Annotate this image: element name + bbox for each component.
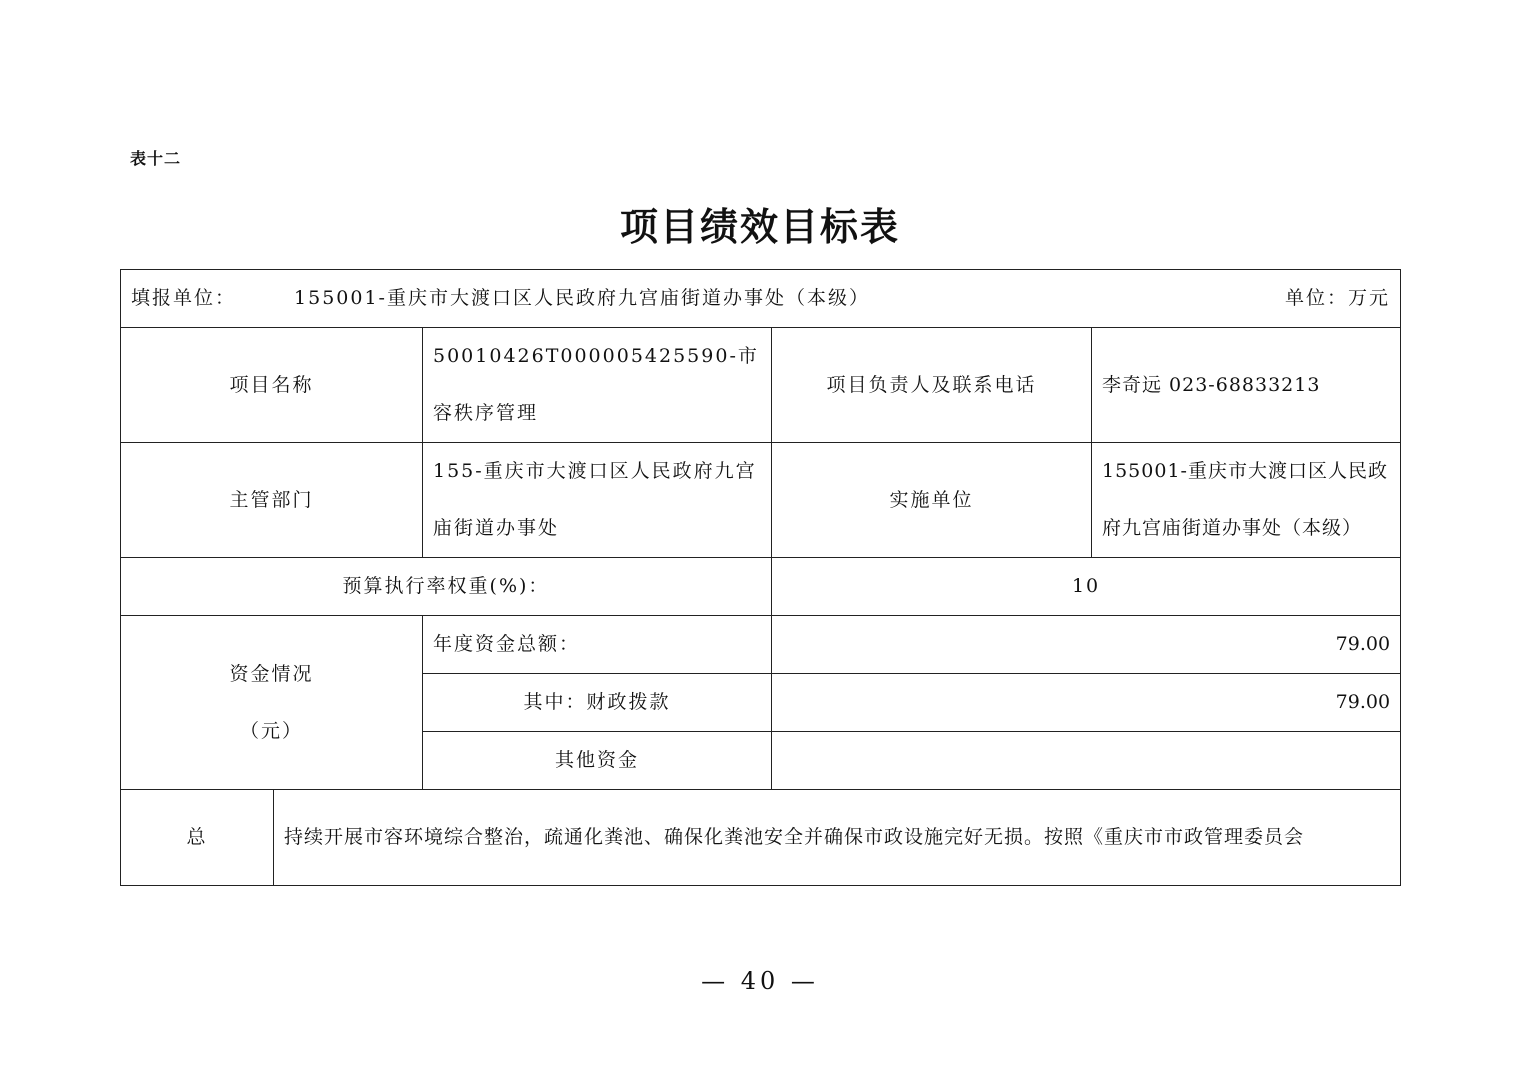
summary-text: 持续开展市容环境综合整治，疏通化粪池、确保化粪池安全并确保市政设施完好无损。按照《重庆市市政管理委员会	[274, 790, 1401, 886]
implementing-unit-value: 155001-重庆市大渡口区人民政府九宫庙街道办事处（本级）	[1092, 443, 1401, 558]
other-funds-value	[772, 732, 1401, 790]
department-value: 155-重庆市大渡口区人民政府九宫庙街道办事处	[423, 443, 772, 558]
funds-label-cell	[121, 616, 423, 790]
annual-total-value: 79.00	[772, 616, 1401, 674]
annual-total-label: 年度资金总额：	[423, 616, 772, 674]
reporting-unit-row	[121, 270, 1401, 328]
department-label: 主管部门	[121, 443, 423, 558]
summary-label: 总	[121, 790, 274, 886]
implementing-unit-label: 实施单位	[772, 443, 1092, 558]
other-funds-label: 其他资金	[423, 732, 772, 790]
budget-rate-value: 10	[772, 558, 1401, 616]
fiscal-allocation-label: 其中：财政拨款	[423, 674, 772, 732]
funds-unit: （元）	[239, 719, 303, 742]
contact-value: 李奇远 023-68833213	[1092, 328, 1401, 443]
reporting-unit-value: 155001-重庆市大渡口区人民政府九宫庙街道办事处（本级）	[294, 287, 870, 309]
contact-label: 项目负责人及联系电话	[772, 328, 1092, 443]
currency-unit: 单位：万元	[1285, 287, 1391, 309]
department-row	[121, 443, 1401, 558]
annual-total-row	[121, 616, 1401, 674]
fiscal-allocation-value: 79.00	[772, 674, 1401, 732]
project-name-label: 项目名称	[121, 328, 423, 443]
summary-row	[121, 790, 1401, 886]
document-title: 项目绩效目标表	[619, 204, 900, 249]
funds-label: 资金情况	[229, 662, 314, 685]
reporting-unit-cell	[121, 270, 1401, 328]
budget-rate-row	[121, 558, 1401, 616]
budget-rate-label: 预算执行率权重(%)：	[121, 558, 772, 616]
table-number-label: 表十二	[130, 149, 182, 168]
performance-target-table	[120, 269, 1401, 886]
project-name-row	[121, 328, 1401, 443]
project-name-value: 50010426T000005425590-市容秩序管理	[423, 328, 772, 443]
page-number: — 40 —	[701, 967, 819, 995]
reporting-unit-label: 填报单位：	[131, 287, 237, 309]
